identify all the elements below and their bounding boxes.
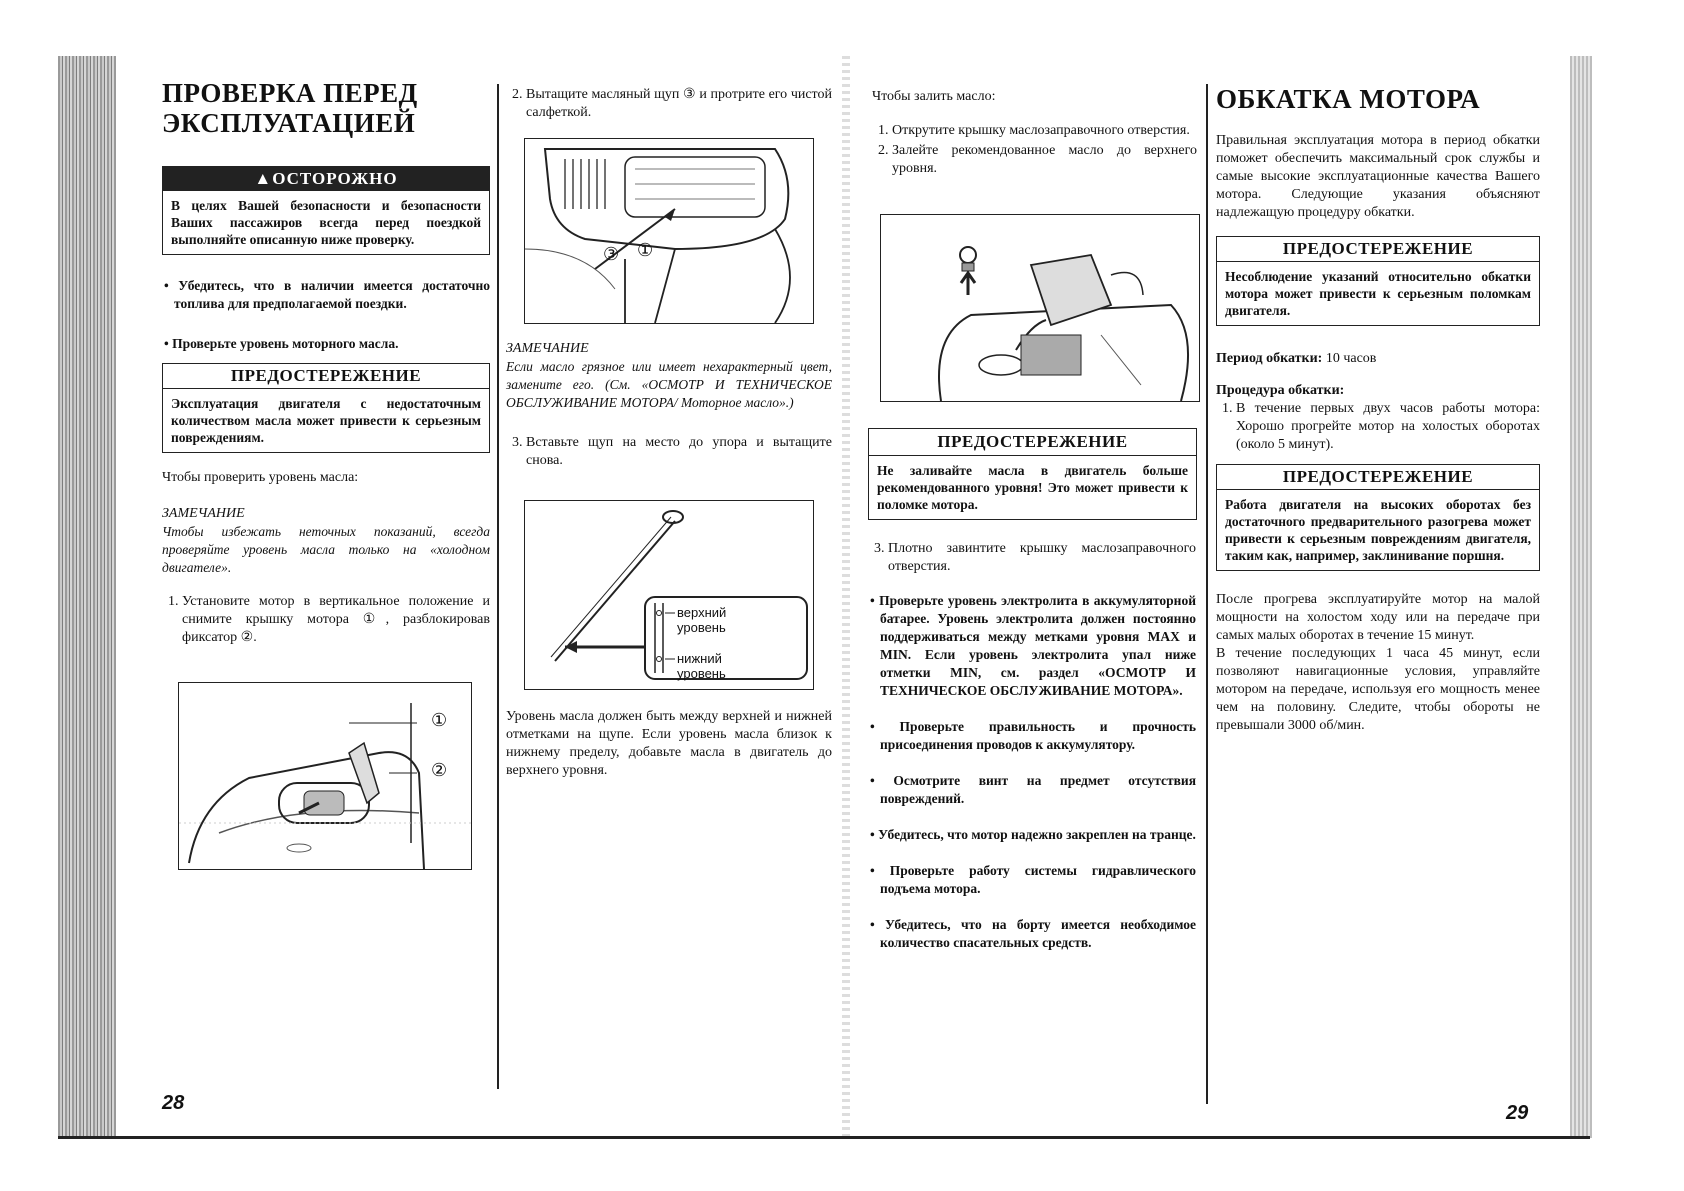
bullet-wires: • Проверьте правильность и прочность присоединения проводов к аккумулятору. xyxy=(870,719,1196,752)
oil-filling-illustration xyxy=(881,215,1199,401)
bullet-electrolyte: • Проверьте уровень электролита в аккумуляторной батарее. Уровень электролита должен постоянно поддерживаться между метками уровня MAX и MIN. Если уровень электролита упал ниже отметки MIN, см. раздел «ОСМОТР И ТЕХНИЧЕСКОЕ ОБСЛУЖИВАНИЕ МОТОРА». xyxy=(870,593,1196,698)
note-heading-2: ЗАМЕЧАНИЕ xyxy=(506,341,589,356)
oil-level-text: Уровень масла должен быть между верхней и нижней отметками на щупе. Если уровень масла близок к нижнему пределу, добавьте масла в двигатель до верхнего уровня. xyxy=(506,709,832,778)
warning-heading: ▲ОСТОРОЖНО xyxy=(163,167,489,191)
fill-steps-3 xyxy=(868,540,1196,576)
step-3: 3. Вставьте щуп на место до упора и вытащите снова. xyxy=(526,434,832,470)
step-1: 1. Установите мотор в вертикальное положение и снимите крышку мотора ①, разблокировав фиксатор ②. xyxy=(182,593,490,647)
caution-box-2 xyxy=(868,428,1197,520)
warning-box xyxy=(162,166,490,255)
check-intro: Чтобы проверить уровень масла: xyxy=(162,470,359,485)
caution-text: Эксплуатация двигателя с недостаточным количеством масла может привести к серьезным повреждениям. xyxy=(171,396,481,445)
left-column-2 xyxy=(506,86,832,124)
page-number-left: 28 xyxy=(162,1092,185,1114)
caution-title-4: ПРЕДОСТЕРЕЖЕНИЕ xyxy=(1217,465,1539,490)
caution-box-4 xyxy=(1216,464,1540,571)
caution-text-3: Несоблюдение указаний относительно обкатки мотора может привести к серьезным поломкам двигателя. xyxy=(1225,269,1531,318)
bullet-transom: • Убедитесь, что мотор надежно закреплен на транце. xyxy=(870,827,1196,842)
figure-dipstick-location xyxy=(524,138,814,324)
warning-text: В целях Вашей безопасности и безопасности Ваших пассажиров всегда перед поездкой выполняйте описанную ниже проверку. xyxy=(171,198,481,247)
caution-box xyxy=(162,363,490,453)
figure-oil-filling xyxy=(880,214,1200,402)
left-column-1 xyxy=(162,78,490,649)
caution-title-3: ПРЕДОСТЕРЕЖЕНИЕ xyxy=(1217,237,1539,262)
right-column-2 xyxy=(1216,84,1540,735)
bullet-propeller: • Осмотрите винт на предмет отсутствия повреждений. xyxy=(870,773,1196,806)
next-hours-text: В течение последующих 1 часа 45 минут, если позволяют навигационные условия, управляйте мотором на передаче, используя его мощность менее чем на половину. Следите, чтобы обороты не превышали 3000 об/мин. xyxy=(1216,646,1540,733)
fill-step-2: 2. Залейте рекомендованное масло до верхнего уровня. xyxy=(892,142,1197,178)
procedure-step-1: 1. В течение первых двух часов работы мотора: Хорошо прогрейте мотор на холостых оборотах (около 5 минут). xyxy=(1236,400,1540,454)
figure-dipstick xyxy=(524,500,814,690)
engine-top-illustration xyxy=(525,139,813,323)
column-divider xyxy=(1206,84,1208,1104)
left-column-2c xyxy=(506,708,832,780)
note-text-2: Если масло грязное или имеет нехарактерный цвет, замените его. (См. «ОСМОТР И ТЕХНИЧЕСКОЕ ОБСЛУЖИВАНИЕ МОТОРА/ Моторное масло».) xyxy=(506,359,832,410)
figure-motor-cover xyxy=(178,682,472,870)
note-text: Чтобы избежать неточных показаний, всегда проверяйте уровень масла только на «холодном двигателе». xyxy=(162,524,490,575)
steps-list-2 xyxy=(506,86,832,122)
step-2: 2. Вытащите масляный щуп ③ и протрите его чистой салфеткой. xyxy=(526,86,832,122)
caution-text-4: Работа двигателя на высоких оборотах без достаточного предварительного разогрева может привести к серьезным повреждениям двигателя, таким как, например, заклинивание поршня. xyxy=(1225,497,1531,563)
fill-intro: Чтобы залить масло: xyxy=(872,89,996,104)
steps-list-3 xyxy=(506,434,832,470)
period-value: 10 часов xyxy=(1325,351,1377,366)
fill-steps xyxy=(872,122,1197,178)
bullet-hydraulic: • Проверьте работу системы гидравлического подъема мотора. xyxy=(870,863,1196,896)
bullet-safety: • Убедитесь, что на борту имеется необходимое количество спасательных средств. xyxy=(870,917,1196,950)
callout-1: ① xyxy=(431,710,448,730)
period-label: Период обкатки: xyxy=(1216,351,1323,366)
column-divider xyxy=(497,84,499,1089)
dipstick-illustration xyxy=(525,501,813,689)
right-column-1b xyxy=(868,540,1196,952)
break-in-intro: Правильная эксплуатация мотора в период обкатки поможет обеспечить максимальный срок службы и самые высокие эксплуатационные качества Вашего мотора. Следующие указания объясняют надлежащую процедуру обкатки. xyxy=(1216,133,1540,220)
note-heading: ЗАМЕЧАНИЕ xyxy=(162,506,245,521)
procedure-steps xyxy=(1216,400,1540,454)
scan-spine-right xyxy=(1570,56,1592,1138)
caution-title: ПРЕДОСТЕРЕЖЕНИЕ xyxy=(163,364,489,389)
right-column-1 xyxy=(872,88,1197,180)
caution-text-2: Не заливайте масла в двигатель больше рекомендованного уровня! Это может привести к поломке мотора. xyxy=(877,463,1188,512)
after-warmup-text: После прогрева эксплуатируйте мотор на малой мощности на холостом ходу или на передаче при самых малых оборотах в течение 15 минут. xyxy=(1216,592,1540,643)
scan-spine-left xyxy=(58,56,116,1138)
caution-box-3 xyxy=(1216,236,1540,326)
steps-list xyxy=(162,593,490,647)
procedure-label: Процедура обкатки: xyxy=(1216,383,1345,398)
dipstick-upper-label: верхний уровень xyxy=(677,605,727,635)
bullet-oil: • Проверьте уровень моторного масла. xyxy=(164,336,399,351)
caution-title-2: ПРЕДОСТЕРЕЖЕНИЕ xyxy=(869,429,1196,456)
left-column-2b xyxy=(506,340,832,472)
page-title: ПРОВЕРКА ПЕРЕД ЭКСПЛУАТАЦИЕЙ xyxy=(162,78,418,138)
callout-2: ② xyxy=(431,760,448,780)
dipstick-lower-label: нижний уровень xyxy=(677,651,726,681)
section-title-break-in: ОБКАТКА МОТОРА xyxy=(1216,84,1481,114)
bottom-rule xyxy=(58,1136,1590,1139)
page-gutter xyxy=(842,56,850,1136)
callout-3: ③ xyxy=(603,244,620,264)
callout-1b: ① xyxy=(637,240,654,260)
page-number-right: 29 xyxy=(1506,1102,1529,1124)
fill-step-3: 3. Плотно завинтите крышку маслозаправочного отверстия. xyxy=(888,540,1196,576)
bullet-fuel: • Убедитесь, что в наличии имеется достаточно топлива для предполагаемой поездки. xyxy=(164,278,490,311)
fill-step-1: 1. Открутите крышку маслозаправочного отверстия. xyxy=(892,122,1197,140)
break-in-period xyxy=(1216,350,1540,368)
motor-cover-illustration xyxy=(179,683,471,869)
